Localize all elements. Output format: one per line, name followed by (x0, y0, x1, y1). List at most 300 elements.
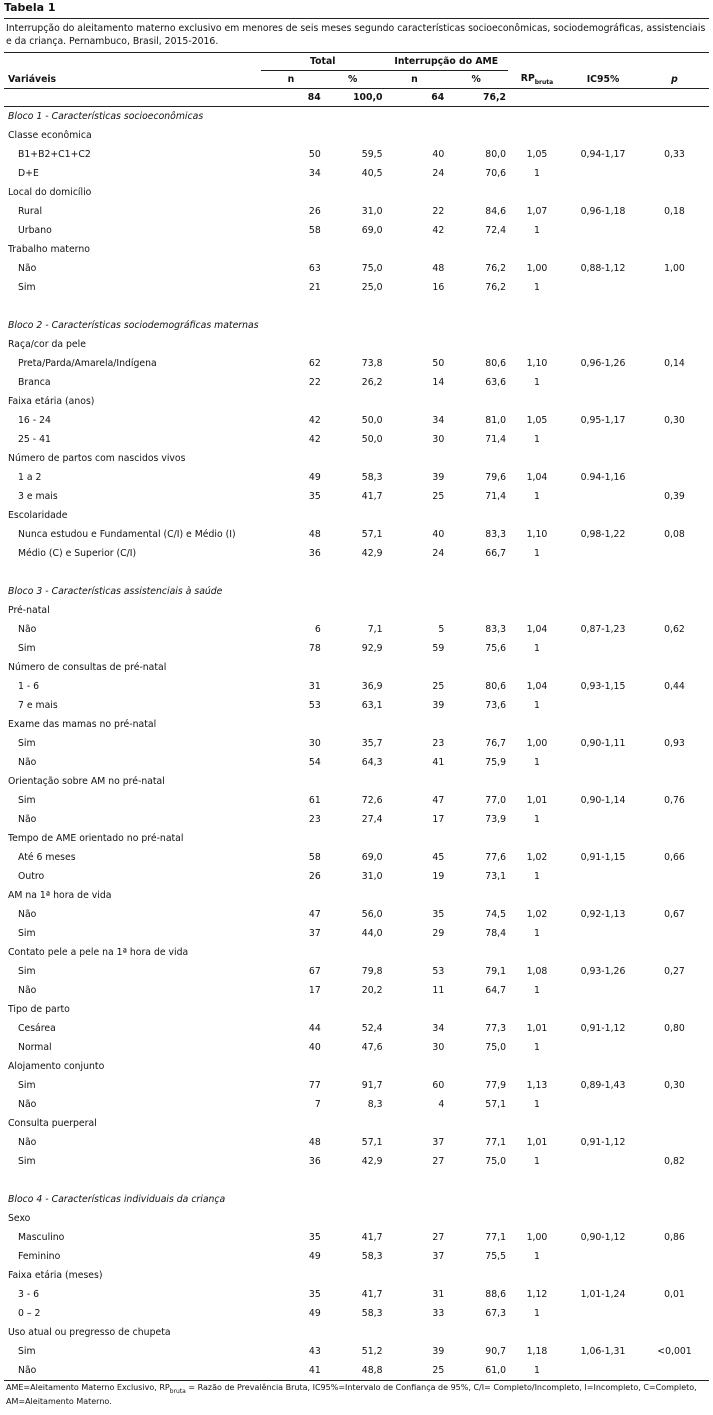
row-label: Feminino (18, 1251, 61, 1262)
cell-ic (566, 1095, 640, 1114)
cell-ic: 0.94-1,16 (580, 472, 626, 483)
cell-ic (566, 753, 640, 772)
cell-ic (566, 1304, 640, 1323)
footnote-prefix: AME=Aleitamento Materno Exclusivo, RP (6, 1383, 170, 1392)
cell-p (640, 1095, 709, 1114)
cell-p: 0,82 (664, 1156, 685, 1167)
cell-pct: 58,3 (361, 1251, 383, 1262)
cell-ame-pct: 78,4 (485, 928, 506, 939)
cell-n: 42 (308, 415, 321, 426)
cell-p: 0,30 (664, 415, 685, 426)
cell-pct: 57,1 (361, 529, 383, 540)
cell-ic: 0,89-1,43 (580, 1080, 626, 1091)
cell-n: 36 (308, 548, 321, 559)
cell-ame-pct: 88,6 (485, 1289, 506, 1300)
cell-pct: 69,0 (361, 852, 383, 863)
cell-ame-n: 42 (432, 225, 445, 236)
cell-rp: 1 (534, 225, 540, 236)
cell-pct: 40,5 (361, 168, 383, 179)
cell-rp: 1 (534, 1156, 540, 1167)
cell-ame-pct: 83,3 (485, 624, 506, 635)
cell-ame-n: 4 (438, 1099, 445, 1110)
block-heading-row (4, 582, 709, 601)
spacer-row (4, 563, 709, 582)
cell-p: 0,08 (664, 529, 685, 540)
category-label: AM na 1ª hora de vida (8, 890, 112, 901)
cell-ic: 1,01-1,24 (580, 1289, 626, 1300)
row-label: Não (18, 263, 37, 274)
cell-rp: 1,04 (526, 624, 548, 635)
cell-rp: 1,13 (526, 1080, 548, 1091)
cell-rp: 1,02 (526, 852, 548, 863)
row-label: 3 - 6 (18, 1289, 40, 1300)
cell-p: 0,62 (664, 624, 685, 635)
cell-ic: 0,90-1,11 (580, 738, 626, 749)
footnote-subscript: bruta (169, 1388, 186, 1395)
cell-p (640, 544, 709, 563)
cell-ame-n: 25 (432, 491, 445, 502)
row-label: Cesárea (18, 1023, 56, 1034)
cell-ic (566, 278, 640, 297)
cell-ame-n: 24 (432, 548, 445, 559)
cell-n: 17 (308, 985, 321, 996)
row-label: B1+B2+C1+C2 (18, 149, 91, 160)
cell-pct: 64,3 (361, 757, 383, 768)
row-label: Não (18, 624, 37, 635)
cell-ame-pct: 72,4 (485, 225, 506, 236)
category-row (4, 829, 709, 848)
cell-p: 0,67 (664, 909, 685, 920)
row-label: Não (18, 1099, 37, 1110)
header-rp-label: RP (520, 72, 535, 84)
cell-ame-pct: 75,0 (485, 1156, 506, 1167)
cell-ame-pct: 64,7 (485, 985, 506, 996)
cell-pct: 20,2 (361, 985, 383, 996)
category-label: Trabalho materno (8, 244, 90, 255)
cell-ic (566, 373, 640, 392)
cell-ic: 0,91-1,15 (580, 852, 626, 863)
cell-rp: 1,05 (526, 415, 548, 426)
category-row (4, 126, 709, 145)
cell-ic: 0,87-1,23 (580, 624, 626, 635)
cell-n: 49 (308, 1308, 321, 1319)
cell-p: <0,001 (657, 1346, 692, 1357)
row-label: Sim (18, 928, 36, 939)
row-label: Nunca estudou e Fundamental (C/I) e Médio (I) (18, 529, 236, 540)
cell-p: 0,14 (664, 358, 685, 369)
table-row (4, 848, 709, 867)
cell-p (640, 468, 709, 487)
cell-n: 58 (308, 225, 321, 236)
cell-rp: 1 (534, 548, 540, 559)
table-header (4, 53, 709, 107)
header-row-columns (4, 71, 709, 89)
header-ame-pct-value: 76,2 (446, 89, 508, 107)
category-label: Consulta puerperal (8, 1118, 97, 1129)
table-row (4, 202, 709, 221)
cell-n: 77 (308, 1080, 321, 1091)
cell-ame-n: 14 (432, 377, 445, 388)
cell-ic (566, 981, 640, 1000)
category-row (4, 392, 709, 411)
data-table (4, 53, 709, 1380)
cell-pct: 42,9 (361, 548, 383, 559)
cell-rp: 1 (534, 168, 540, 179)
table-row (4, 259, 709, 278)
cell-ame-n: 22 (432, 206, 445, 217)
cell-ame-pct: 66,7 (485, 548, 506, 559)
row-label: Normal (18, 1042, 52, 1053)
cell-pct: 44,0 (361, 928, 383, 939)
cell-p: 0,33 (664, 149, 685, 160)
cell-ic: 0,95-1,17 (580, 415, 626, 426)
cell-pct: 41,7 (361, 1232, 383, 1243)
cell-rp: 1,08 (526, 966, 548, 977)
category-label: Uso atual ou pregresso de chupeta (8, 1327, 171, 1338)
table-row (4, 1247, 709, 1266)
cell-pct: 50,0 (361, 434, 383, 445)
cell-p (640, 1247, 709, 1266)
cell-rp: 1,18 (526, 1346, 548, 1357)
row-label: 3 e mais (18, 491, 58, 502)
cell-n: 34 (308, 168, 321, 179)
cell-n: 37 (308, 928, 321, 939)
table-row (4, 1228, 709, 1247)
cell-ame-n: 39 (432, 472, 445, 483)
cell-ic (566, 1152, 640, 1171)
table-row (4, 639, 709, 658)
cell-p (640, 981, 709, 1000)
cell-rp: 1 (534, 757, 540, 768)
cell-ic: 1,06-1,31 (580, 1346, 626, 1357)
cell-rp: 1,01 (526, 1137, 548, 1148)
cell-ic: 0,91-1,12 (580, 1137, 626, 1148)
cell-p (640, 1361, 709, 1380)
category-label: Escolaridade (8, 510, 68, 521)
cell-p (640, 696, 709, 715)
row-label: Não (18, 909, 37, 920)
cell-pct: 7,1 (367, 624, 383, 635)
cell-ic: 0,90-1,14 (580, 795, 626, 806)
cell-ame-n: 41 (432, 757, 445, 768)
category-row (4, 1266, 709, 1285)
table-row (4, 791, 709, 810)
header-ame-n: n (411, 74, 418, 85)
cell-ame-pct: 61,0 (485, 1365, 506, 1376)
cell-n: 62 (308, 358, 321, 369)
cell-ic: 0,93-1,15 (580, 681, 626, 692)
cell-n: 44 (308, 1023, 321, 1034)
cell-p: 0,44 (664, 681, 685, 692)
row-label: Médio (C) e Superior (C/I) (18, 548, 137, 559)
cell-n: 22 (308, 377, 321, 388)
category-label: Tipo de parto (8, 1004, 70, 1015)
cell-ic (566, 924, 640, 943)
cell-ame-pct: 77,0 (485, 795, 506, 806)
cell-rp: 1 (534, 928, 540, 939)
cell-p (640, 810, 709, 829)
category-label: Raça/cor da pele (8, 339, 86, 350)
category-row (4, 1209, 709, 1228)
block-heading: Bloco 4 - Características individuais da criança (8, 1194, 226, 1205)
cell-ic (566, 221, 640, 240)
table-row (4, 981, 709, 1000)
cell-ic: 0,93-1,26 (580, 966, 626, 977)
cell-ame-n: 30 (432, 1042, 445, 1053)
cell-n: 26 (308, 206, 321, 217)
table-caption: Interrupção do aleitamento materno exclusivo em menores de seis meses segundo características socioeconômicas, sociodemográficas, assistenciais e da criança. Pernambuco, Brasil, 2015-2016. (4, 19, 709, 53)
cell-pct: 41,7 (361, 1289, 383, 1300)
category-row (4, 886, 709, 905)
header-total-pct-value: 100,0 (323, 89, 385, 107)
cell-rp: 1 (534, 491, 540, 502)
cell-ame-pct: 76,2 (485, 263, 506, 274)
cell-ame-n: 30 (432, 434, 445, 445)
table-row (4, 620, 709, 639)
category-label: Local do domicílio (8, 187, 92, 198)
category-row (4, 1000, 709, 1019)
category-label: Contato pele a pele na 1ª hora de vida (8, 947, 189, 958)
cell-ame-n: 33 (432, 1308, 445, 1319)
cell-ame-pct: 70,6 (485, 168, 506, 179)
cell-ame-n: 40 (432, 529, 445, 540)
header-row-groups (4, 53, 709, 71)
row-label: Masculino (18, 1232, 65, 1243)
header-empty (508, 89, 566, 107)
cell-p (640, 1133, 709, 1152)
table-row (4, 544, 709, 563)
header-rp-subscript: bruta (534, 78, 554, 86)
cell-pct: 79,8 (361, 966, 383, 977)
cell-n: 7 (314, 1099, 321, 1110)
cell-rp: 1,04 (526, 472, 548, 483)
cell-ame-n: 34 (432, 1023, 445, 1034)
cell-rp: 1,10 (526, 358, 548, 369)
table-row (4, 905, 709, 924)
table-footnote (4, 1380, 709, 1407)
cell-n: 6 (314, 624, 321, 635)
category-row (4, 715, 709, 734)
spacer-cell (4, 563, 709, 582)
cell-ic (566, 1247, 640, 1266)
cell-ic: 0,90-1,12 (580, 1232, 626, 1243)
cell-ame-pct: 83,3 (485, 529, 506, 540)
row-label: Sim (18, 643, 36, 654)
cell-ame-n: 5 (438, 624, 445, 635)
cell-rp: 1,04 (526, 681, 548, 692)
table-row (4, 373, 709, 392)
cell-ame-pct: 77,1 (485, 1137, 506, 1148)
block-heading: Bloco 1 - Características socioeconômicas (8, 111, 204, 122)
cell-pct: 57,1 (361, 1137, 383, 1148)
header-empty (508, 53, 566, 71)
cell-ic: 0,96-1,18 (580, 206, 626, 217)
table-row (4, 1133, 709, 1152)
cell-pct: 36,9 (361, 681, 383, 692)
cell-ame-pct: 76,7 (485, 738, 506, 749)
header-ame-n-value: 64 (385, 89, 447, 107)
cell-ame-pct: 80,6 (485, 358, 506, 369)
row-label: 25 - 41 (18, 434, 51, 445)
header-ic: IC95% (586, 73, 620, 85)
table-row (4, 1019, 709, 1038)
cell-pct: 48,8 (361, 1365, 383, 1376)
row-label: Sim (18, 282, 36, 293)
row-label: 1 a 2 (18, 472, 42, 483)
cell-n: 42 (308, 434, 321, 445)
cell-p: 1,00 (664, 263, 685, 274)
block-heading-row (4, 316, 709, 335)
header-total-n: n (287, 74, 295, 85)
footnote-rest: = Razão de Prevalência Bruta, IC95%=Intervalo de Confiança de 95%, C/I= Completo/Incompleto, I=Incompleto, C=Completo, AM=Aleitamento Materno. (6, 1383, 697, 1406)
cell-ic (566, 867, 640, 886)
cell-p (640, 924, 709, 943)
table-row (4, 810, 709, 829)
cell-n: 41 (308, 1365, 321, 1376)
table-row (4, 1152, 709, 1171)
table-body (4, 107, 709, 1381)
cell-n: 36 (308, 1156, 321, 1167)
row-label: 16 - 24 (18, 415, 51, 426)
cell-ame-n: 24 (432, 168, 445, 179)
table-row (4, 734, 709, 753)
cell-ame-pct: 80,0 (485, 149, 506, 160)
row-label: Urbano (18, 225, 52, 236)
row-label: Não (18, 1365, 37, 1376)
cell-rp: 1,12 (526, 1289, 548, 1300)
cell-pct: 91,7 (361, 1080, 383, 1091)
cell-rp: 1,10 (526, 529, 548, 540)
block-heading: Bloco 3 - Características assistenciais à saúde (8, 586, 223, 597)
row-label: Até 6 meses (18, 852, 76, 863)
category-row (4, 1323, 709, 1342)
cell-ame-n: 37 (432, 1251, 445, 1262)
cell-pct: 92,9 (361, 643, 383, 654)
category-row (4, 1057, 709, 1076)
spacer-row (4, 1171, 709, 1190)
cell-p: 0,30 (664, 1080, 685, 1091)
cell-pct: 72,6 (361, 795, 383, 806)
row-label: D+E (18, 168, 39, 179)
cell-ic (566, 1038, 640, 1057)
cell-ic (566, 487, 640, 506)
header-total-pct: % (347, 74, 358, 85)
cell-p: 0,66 (664, 852, 685, 863)
cell-ame-n: 50 (432, 358, 445, 369)
row-label: 1 - 6 (18, 681, 40, 692)
block-heading: Bloco 2 - Características sociodemográficas maternas (8, 320, 259, 331)
cell-pct: 52,4 (361, 1023, 383, 1034)
table-row (4, 1038, 709, 1057)
cell-ame-pct: 73,1 (485, 871, 506, 882)
cell-ame-n: 53 (432, 966, 445, 977)
spacer-row (4, 297, 709, 316)
category-label: Orientação sobre AM no pré-natal (8, 776, 165, 787)
cell-p: 0,76 (664, 795, 685, 806)
category-row (4, 601, 709, 620)
cell-ame-pct: 75,9 (485, 757, 506, 768)
cell-n: 47 (308, 909, 321, 920)
header-total-group: Total (261, 53, 385, 71)
cell-ame-pct: 75,6 (485, 643, 506, 654)
header-ame-group: Interrupção do AME (385, 53, 509, 71)
cell-p (640, 164, 709, 183)
cell-n: 67 (308, 966, 321, 977)
cell-rp: 1,00 (526, 263, 548, 274)
cell-n: 35 (308, 491, 321, 502)
cell-ame-pct: 76,2 (485, 282, 506, 293)
cell-ic: 0,98-1,22 (580, 529, 626, 540)
cell-n: 43 (308, 1346, 321, 1357)
cell-p: 0,93 (664, 738, 685, 749)
cell-pct: 31,0 (361, 871, 383, 882)
header-empty (4, 89, 261, 107)
table-row (4, 164, 709, 183)
cell-n: 23 (308, 814, 321, 825)
cell-rp: 1 (534, 282, 540, 293)
category-row (4, 335, 709, 354)
category-label: Classe econômica (8, 130, 92, 141)
cell-p (640, 1038, 709, 1057)
table-label: Tabela 1 (4, 0, 709, 19)
header-total-n-value: 84 (261, 89, 323, 107)
cell-ame-pct: 71,4 (485, 434, 506, 445)
cell-rp: 1 (534, 1251, 540, 1262)
row-label: Não (18, 985, 37, 996)
cell-ame-n: 35 (432, 909, 445, 920)
cell-ic (566, 430, 640, 449)
cell-n: 21 (308, 282, 321, 293)
cell-ic (566, 639, 640, 658)
table-row (4, 867, 709, 886)
cell-ame-n: 27 (432, 1156, 445, 1167)
cell-ame-n: 23 (432, 738, 445, 749)
cell-n: 31 (308, 681, 321, 692)
cell-pct: 73,8 (361, 358, 383, 369)
cell-ame-pct: 75,0 (485, 1042, 506, 1053)
table-row (4, 1076, 709, 1095)
row-label: Não (18, 814, 37, 825)
cell-ame-n: 60 (432, 1080, 445, 1091)
cell-n: 53 (308, 700, 321, 711)
table-row (4, 1304, 709, 1323)
cell-ame-n: 40 (432, 149, 445, 160)
cell-ame-n: 39 (432, 700, 445, 711)
category-label: Número de partos com nascidos vivos (8, 453, 186, 464)
cell-rp: 1 (534, 871, 540, 882)
category-row (4, 506, 709, 525)
cell-p (640, 221, 709, 240)
table-row (4, 924, 709, 943)
cell-n: 48 (308, 1137, 321, 1148)
cell-ic: 0,92-1,13 (580, 909, 626, 920)
row-label: 7 e mais (18, 700, 58, 711)
spacer-cell (4, 1171, 709, 1190)
row-label: Sim (18, 795, 36, 806)
block-heading-row (4, 107, 709, 127)
row-label: 0 – 2 (18, 1308, 41, 1319)
cell-pct: 8,3 (367, 1099, 383, 1110)
cell-n: 50 (308, 149, 321, 160)
cell-pct: 69,0 (361, 225, 383, 236)
table-row (4, 145, 709, 164)
row-label: Sim (18, 1080, 36, 1091)
cell-ic: 0,96-1,26 (580, 358, 626, 369)
cell-rp: 1 (534, 643, 540, 654)
cell-ame-n: 16 (432, 282, 445, 293)
cell-ame-n: 19 (432, 871, 445, 882)
category-row (4, 1114, 709, 1133)
